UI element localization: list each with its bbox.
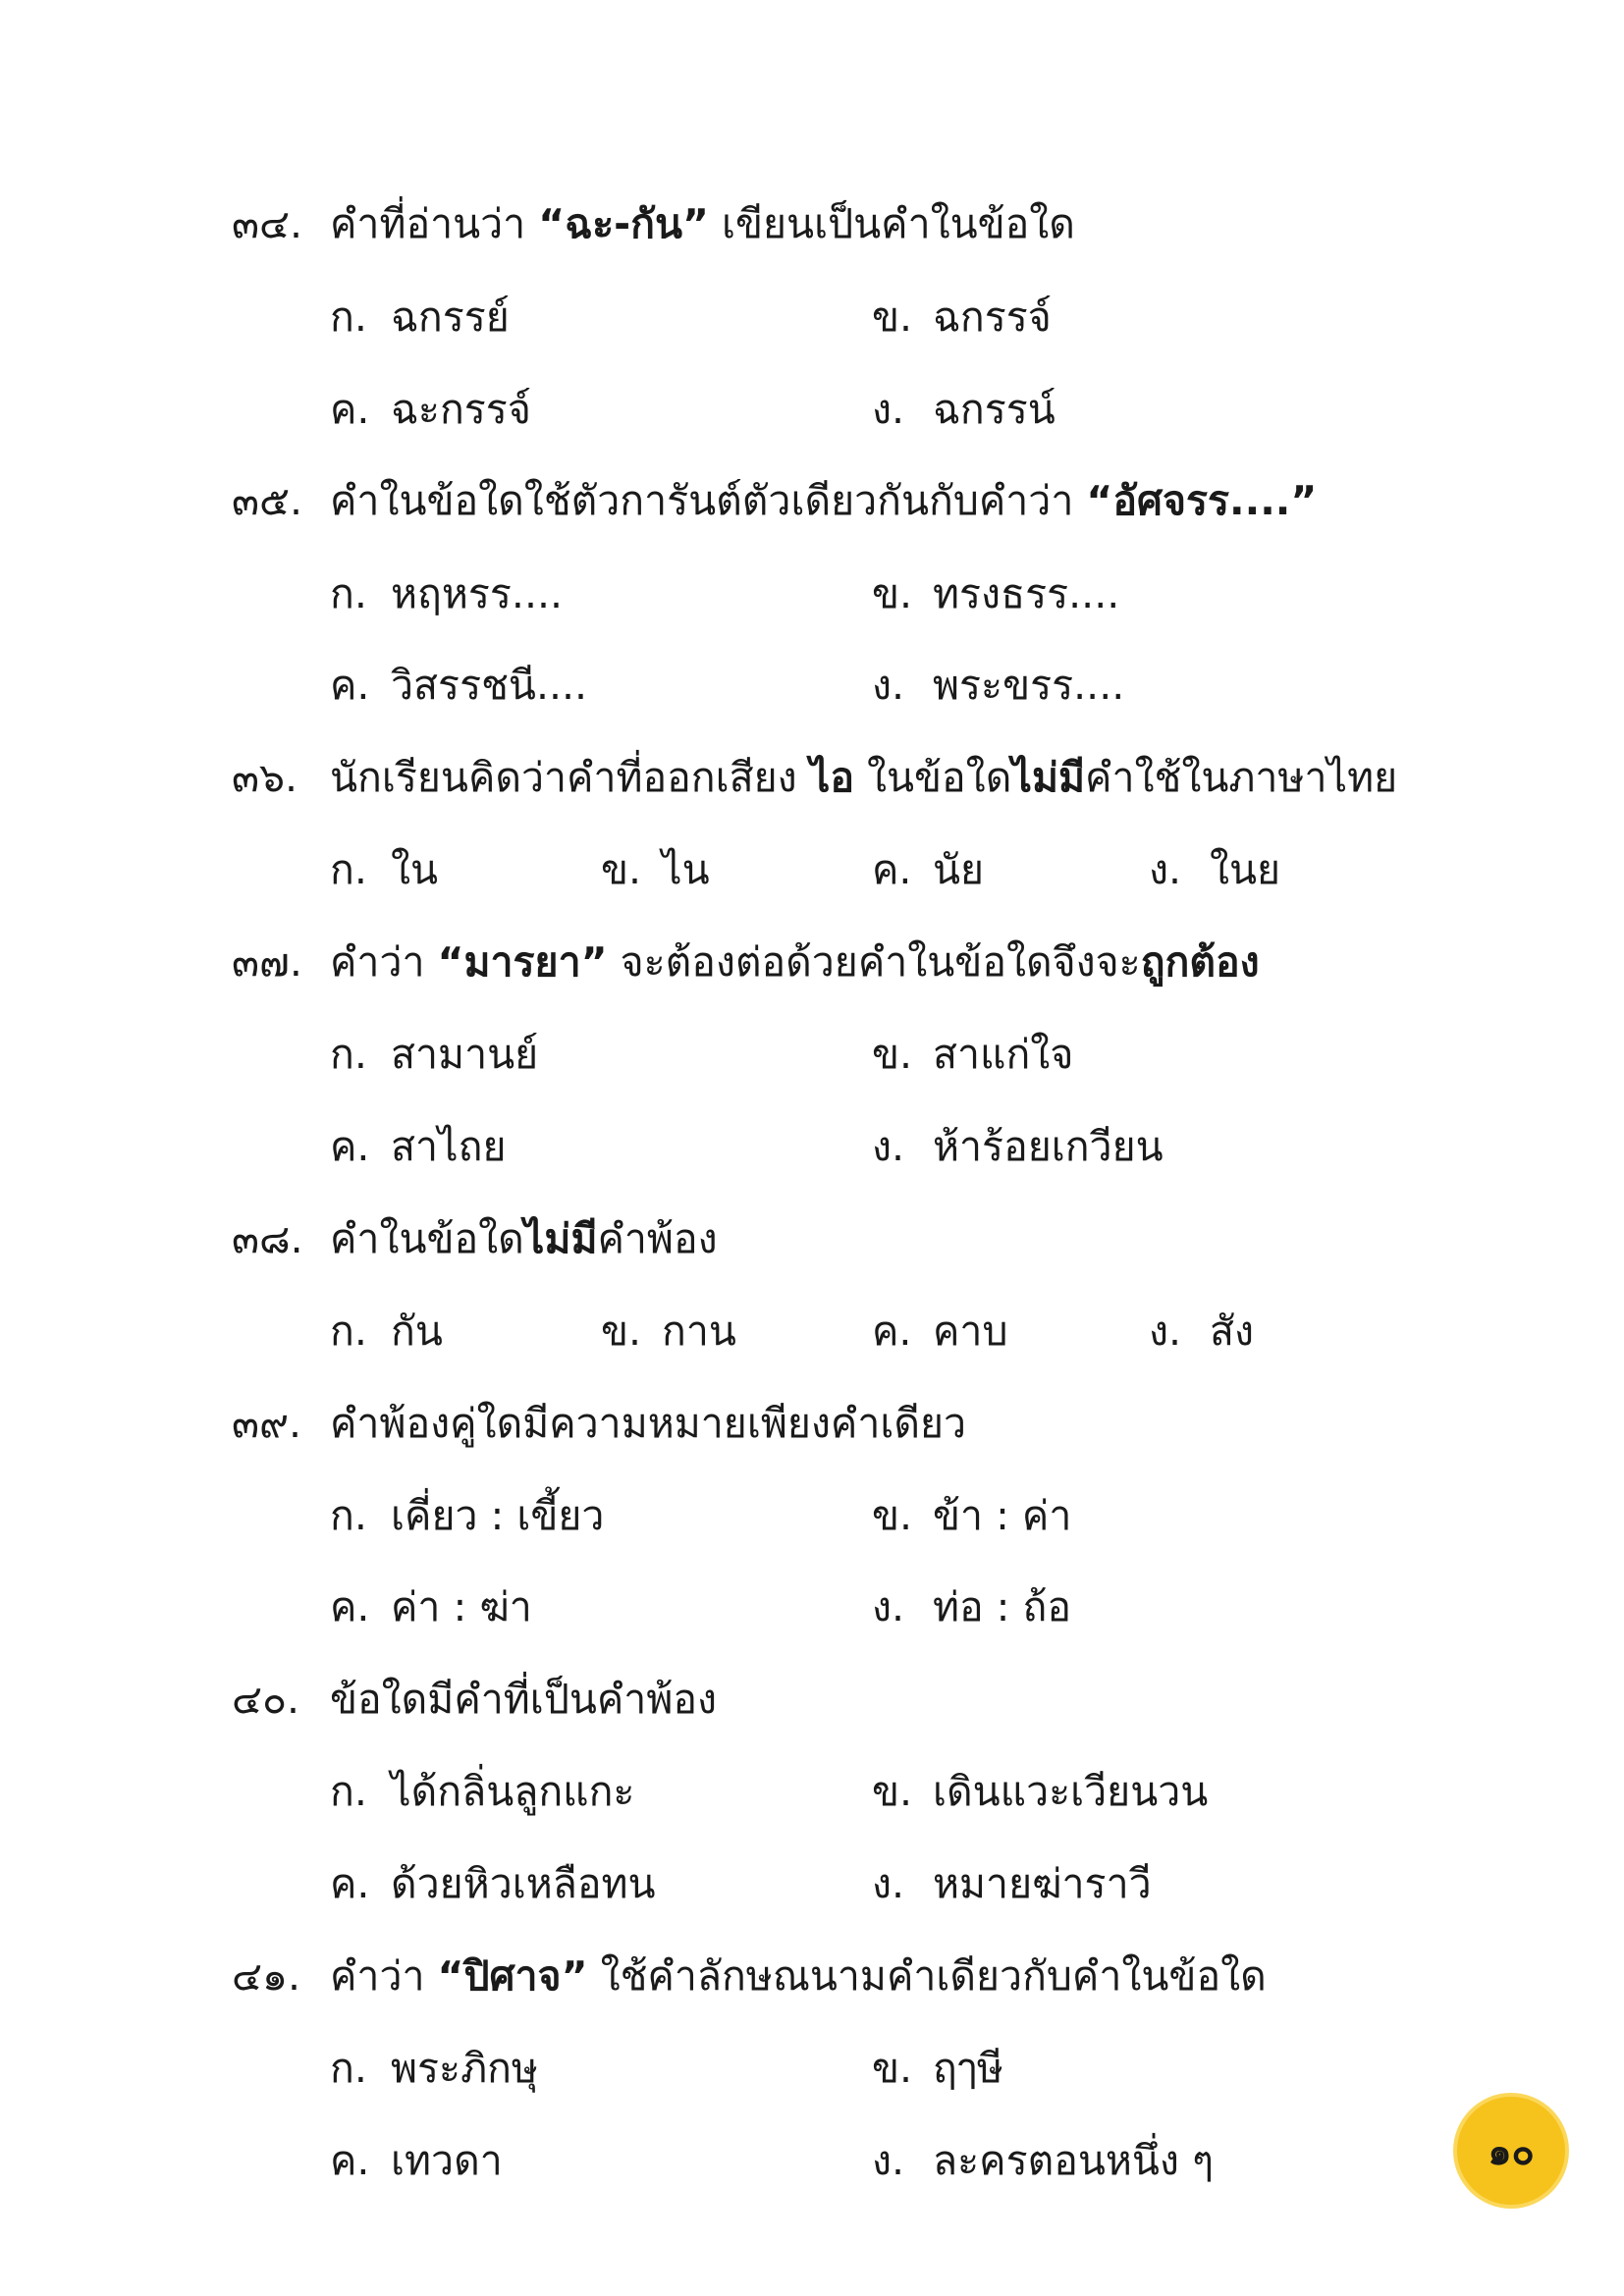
question-line — [232, 1209, 718, 1268]
option-text: สัง — [1210, 1307, 1255, 1355]
option-a[interactable] — [330, 840, 438, 899]
option-b[interactable] — [872, 564, 1119, 623]
question-text — [330, 1207, 718, 1271]
option-text: สาไถย — [391, 1122, 507, 1170]
option-text: ไน — [662, 845, 710, 893]
question-text-part: ข้อใดมีคำที่เป็นคำพ้อง — [330, 1675, 717, 1723]
question-text-emphasis: ไม่มี — [1011, 753, 1086, 801]
option-label: ค. — [872, 1307, 912, 1355]
option-a[interactable] — [330, 288, 510, 347]
question-line — [232, 1947, 1267, 2005]
option-label: ข. — [872, 2044, 913, 2092]
option-text: วิสรรชนี.... — [391, 661, 588, 709]
option-d[interactable] — [872, 656, 1124, 715]
option-label: ก. — [330, 293, 367, 341]
option-text: พระภิกษุ — [391, 2044, 538, 2092]
option-label: ก. — [330, 569, 367, 617]
option-text: สาแก่ใจ — [933, 1030, 1074, 1078]
option-text: ละครตอนหนึ่ง ๆ — [933, 2136, 1214, 2184]
option-c[interactable] — [330, 1577, 532, 1636]
question-text-part: ในข้อใด — [853, 753, 1012, 801]
question-text-emphasis: ถูกต้อง — [1140, 937, 1260, 986]
option-c[interactable] — [330, 656, 587, 715]
option-text: ค่า : ฆ่า — [391, 1582, 532, 1630]
option-d[interactable] — [872, 1854, 1152, 1913]
option-d[interactable] — [872, 2131, 1214, 2190]
question-text-emphasis: “อัศจรร....” — [1086, 476, 1318, 524]
option-text: ใน — [391, 845, 439, 893]
option-b[interactable] — [872, 288, 1052, 347]
option-text: ทรงธรร.... — [933, 569, 1120, 617]
option-text: ห้าร้อยเกวียน — [933, 1122, 1164, 1170]
option-b[interactable] — [872, 1762, 1208, 1821]
option-text: ฉะกรรจ์ — [391, 385, 531, 433]
question-number: ๔๑. — [232, 1951, 301, 2000]
question-number: ๓๔. — [232, 199, 303, 247]
option-label: ค. — [872, 845, 912, 893]
option-c[interactable] — [330, 2131, 503, 2190]
question-text-part: คำที่อ่านว่า — [330, 199, 539, 247]
option-c[interactable] — [330, 1117, 507, 1176]
option-b[interactable] — [872, 2039, 1003, 2098]
question-number: ๓๕. — [232, 476, 303, 524]
page-number: ๑๐ — [1488, 2129, 1535, 2173]
option-label: ง. — [872, 1582, 905, 1630]
option-text: สามานย์ — [391, 1030, 539, 1078]
option-text: ได้กลิ่นลูกแกะ — [391, 1767, 635, 1815]
question-text-emphasis: ไม่มี — [523, 1214, 598, 1262]
option-a[interactable] — [330, 1486, 604, 1545]
option-text: หฤหรร.... — [391, 569, 564, 617]
question-text-part: คำพ้องคู่ใดมีความหมายเพียงคำเดียว — [330, 1399, 967, 1447]
option-d[interactable] — [872, 380, 1056, 439]
question-text — [330, 192, 1075, 256]
option-text: ในย — [1210, 845, 1281, 893]
option-label: ง. — [1149, 845, 1182, 893]
option-a[interactable] — [330, 1762, 634, 1821]
question-line — [232, 471, 1317, 530]
option-b[interactable] — [872, 1486, 1071, 1545]
option-c[interactable] — [872, 840, 984, 899]
option-b[interactable] — [601, 840, 710, 899]
question-number: ๔๐. — [232, 1675, 300, 1723]
option-label: ก. — [330, 1491, 367, 1539]
option-label: ง. — [872, 385, 905, 433]
option-text: หมายฆ่าราวี — [933, 1859, 1152, 1907]
option-label: ง. — [872, 1859, 905, 1907]
question-text — [330, 1945, 1267, 2008]
question-text-part: คำพ้อง — [597, 1214, 718, 1262]
question-text-part: ใช้คำลักษณนามคำเดียวกับคำในข้อใด — [587, 1951, 1267, 2000]
option-label: ค. — [330, 385, 370, 433]
option-text: ฤๅษี — [933, 2044, 1003, 2092]
option-label: ค. — [330, 1122, 370, 1170]
option-label: ข. — [601, 1307, 642, 1355]
option-a[interactable] — [330, 1025, 538, 1084]
question-number: ๓๘. — [232, 1214, 303, 1262]
question-number: ๓๗. — [232, 937, 302, 986]
option-a[interactable] — [330, 2039, 538, 2098]
option-label: ค. — [330, 1859, 370, 1907]
option-text: ท่อ : ถ้อ — [933, 1582, 1071, 1630]
option-label: ง. — [872, 1122, 905, 1170]
question-text-part: เขียนเป็นคำในข้อใด — [708, 199, 1075, 247]
question-text-emphasis: “ปิศาจ” — [437, 1951, 588, 2000]
option-text: ด้วยหิวเหลือทน — [391, 1859, 656, 1907]
question-number: ๓๖. — [232, 753, 298, 801]
option-d[interactable] — [872, 1577, 1071, 1636]
option-label: ก. — [330, 1307, 367, 1355]
question-text-emphasis: ไอ — [809, 753, 854, 801]
option-label: ค. — [330, 661, 370, 709]
option-text: ฉกรรน์ — [933, 385, 1056, 433]
question-text-emphasis: “ฉะ-กัน” — [538, 199, 709, 247]
option-a[interactable] — [330, 1302, 443, 1361]
option-label: ค. — [330, 2136, 370, 2184]
question-text-part: คำว่า — [330, 1951, 438, 2000]
option-c[interactable] — [330, 1854, 656, 1913]
option-text: คาบ — [933, 1307, 1008, 1355]
question-line — [232, 1394, 966, 1453]
option-label: ง. — [872, 2136, 905, 2184]
option-label: ง. — [1149, 1307, 1182, 1355]
option-label: ก. — [330, 845, 367, 893]
question-text — [330, 746, 1397, 810]
option-text: เดินแวะเวียนวน — [933, 1767, 1209, 1815]
option-d[interactable] — [1149, 1302, 1254, 1361]
question-line — [232, 933, 1260, 991]
question-text-part: คำว่า — [330, 937, 438, 986]
option-label: ข. — [601, 845, 642, 893]
question-text-part: คำในข้อใด — [330, 1214, 524, 1262]
option-text: ฉกรรย์ — [391, 293, 510, 341]
option-text: กัน — [391, 1307, 443, 1355]
option-label: ก. — [330, 2044, 367, 2092]
option-label: ข. — [872, 293, 913, 341]
question-line — [232, 1670, 717, 1729]
option-label: ข. — [872, 1767, 913, 1815]
question-text — [330, 1668, 717, 1732]
option-text: เทวดา — [391, 2136, 503, 2184]
option-d[interactable] — [1149, 840, 1280, 899]
option-b[interactable] — [601, 1302, 736, 1361]
question-text-part: นักเรียนคิดว่าคำที่ออกเสียง — [330, 753, 810, 801]
option-text: ข้า : ค่า — [933, 1491, 1072, 1539]
option-a[interactable] — [330, 564, 563, 623]
option-text: พระขรร.... — [933, 661, 1125, 709]
option-c[interactable] — [330, 380, 531, 439]
option-text: กาน — [662, 1307, 736, 1355]
question-line — [232, 194, 1075, 253]
option-label: ข. — [872, 1491, 913, 1539]
option-d[interactable] — [872, 1117, 1164, 1176]
option-label: ค. — [330, 1582, 370, 1630]
option-b[interactable] — [872, 1025, 1073, 1084]
question-number: ๓๙. — [232, 1399, 302, 1447]
option-label: ก. — [330, 1030, 367, 1078]
question-text — [330, 931, 1260, 994]
option-text: ฉกรรจ์ — [933, 293, 1052, 341]
option-c[interactable] — [872, 1302, 1007, 1361]
option-text: นัย — [933, 845, 985, 893]
option-label: ง. — [872, 661, 905, 709]
option-label: ก. — [330, 1767, 367, 1815]
option-label: ข. — [872, 1030, 913, 1078]
question-text-part: คำใช้ในภาษาไทย — [1085, 753, 1398, 801]
page-number-badge — [1457, 2097, 1565, 2205]
question-text-part: จะต้องต่อด้วยคำในข้อใดจึงจะ — [607, 937, 1141, 986]
option-text: เคี่ยว : เขี้ยว — [391, 1491, 605, 1539]
option-label: ข. — [872, 569, 913, 617]
question-text-emphasis: “มารยา” — [437, 937, 608, 986]
question-text — [330, 469, 1317, 533]
question-line — [232, 748, 1397, 807]
question-text — [330, 1392, 966, 1456]
question-text-part: คำในข้อใดใช้ตัวการันต์ตัวเดียวกันกับคำว่า — [330, 476, 1087, 524]
